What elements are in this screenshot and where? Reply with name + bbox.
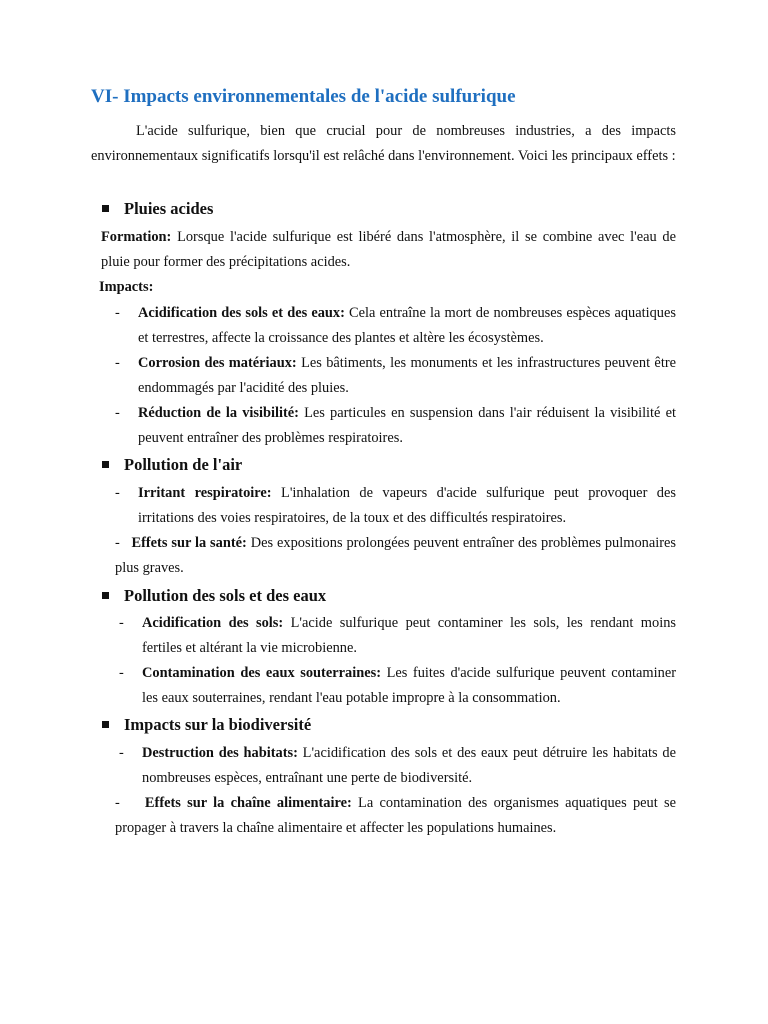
item-text: Cela entraîne la mort de nombreuses espèces aquatiques et terrestres, affecte la croissance des plantes et altère les écosystèmes. (138, 305, 676, 346)
item-text: L'acide sulfurique peut contaminer les sols, les rendant moins fertiles et altérant la vie microbienne. (142, 615, 676, 656)
formation-paragraph (101, 225, 676, 275)
list-dash: - (115, 355, 120, 371)
list-item-acidification (138, 301, 676, 351)
intro-paragraph: L'acide sulfurique, bien que crucial pour de nombreuses industries, a des impacts environnementaux significatifs lorsqu'il est relâché dans l'environnement. Voici les principaux effets : (91, 123, 676, 164)
section-heading-text: Impacts sur la biodiversité (124, 715, 312, 734)
item-label: Irritant respiratoire: (138, 485, 272, 501)
impacts-label: Impacts: (99, 279, 154, 295)
square-bullet-icon (102, 205, 109, 212)
item-text: Les bâtiments, les monuments et les infrastructures peuvent être endommagés par l'acidité des pluies. (138, 355, 676, 396)
item-text: Les fuites d'acide sulfurique peuvent contaminer les eaux souterraines, rendant l'eau potable impropre à la consommation. (142, 665, 676, 706)
list-dash: - (119, 615, 124, 631)
list-item-habitats (142, 741, 676, 791)
section-title: VI- Impacts environnementales de l'acide sulfurique (91, 86, 516, 107)
item-label: Réduction de la visibilité: (138, 405, 299, 421)
section-heading-sols (102, 586, 422, 608)
item-label: Acidification des sols et des eaux: (138, 305, 345, 321)
item-label: Acidification des sols: (142, 615, 284, 631)
list-dash: - (115, 485, 120, 501)
square-bullet-icon (102, 461, 109, 468)
list-item-chaine-alimentaire (115, 791, 676, 841)
formation-text: Lorsque l'acide sulfurique est libéré dans l'atmosphère, il se combine avec l'eau de pluie pour former des précipitations acides. (101, 229, 676, 270)
item-label: Corrosion des matériaux: (138, 355, 297, 371)
item-text: L'inhalation de vapeurs d'acide sulfurique peut provoquer des irritations des voies respiratoires, de la toux et des difficultés respiratoires. (138, 485, 676, 526)
list-dash: - (115, 535, 120, 551)
list-dash: - (119, 665, 124, 681)
square-bullet-icon (102, 592, 109, 599)
list-dash: - (119, 745, 124, 761)
section-heading-pluies (102, 199, 402, 221)
list-item-sante (115, 531, 676, 581)
item-text: Des expositions prolongées peuvent entraîner des problèmes pulmonaires plus graves. (115, 535, 676, 576)
list-item-corrosion (138, 351, 676, 401)
item-text: L'acidification des sols et des eaux peut détruire les habitats de nombreuses espèces, entraînant une perte de biodiversité. (142, 745, 677, 786)
list-item-eaux-souterraines (142, 661, 676, 711)
item-text: La contamination des organismes aquatiques peut se propager à travers la chaîne alimentaire et affecter les populations humaines. (115, 795, 676, 836)
list-dash: - (115, 795, 120, 811)
section-heading-biodiversite (102, 715, 422, 737)
list-item-acidification-sols (142, 611, 676, 661)
item-text: Les particules en suspension dans l'air réduisent la visibilité et peuvent entraîner des problèmes respiratoires. (138, 405, 676, 446)
list-dash: - (115, 405, 120, 421)
list-item-visibilite (138, 401, 676, 451)
list-dash: - (115, 305, 120, 321)
item-label: Effets sur la santé: (131, 535, 247, 551)
item-label: Contamination des eaux souterraines: (142, 665, 381, 681)
section-heading-text: Pollution des sols et des eaux (124, 586, 327, 605)
section-heading-text: Pollution de l'air (124, 455, 243, 474)
square-bullet-icon (102, 721, 109, 728)
item-label: Effets sur la chaîne alimentaire: (144, 795, 352, 811)
list-item-irritant (138, 481, 676, 531)
section-heading-air (102, 455, 402, 477)
item-label: Destruction des habitats: (142, 745, 298, 761)
section-heading-text: Pluies acides (124, 199, 214, 218)
formation-label: Formation: (101, 229, 172, 245)
